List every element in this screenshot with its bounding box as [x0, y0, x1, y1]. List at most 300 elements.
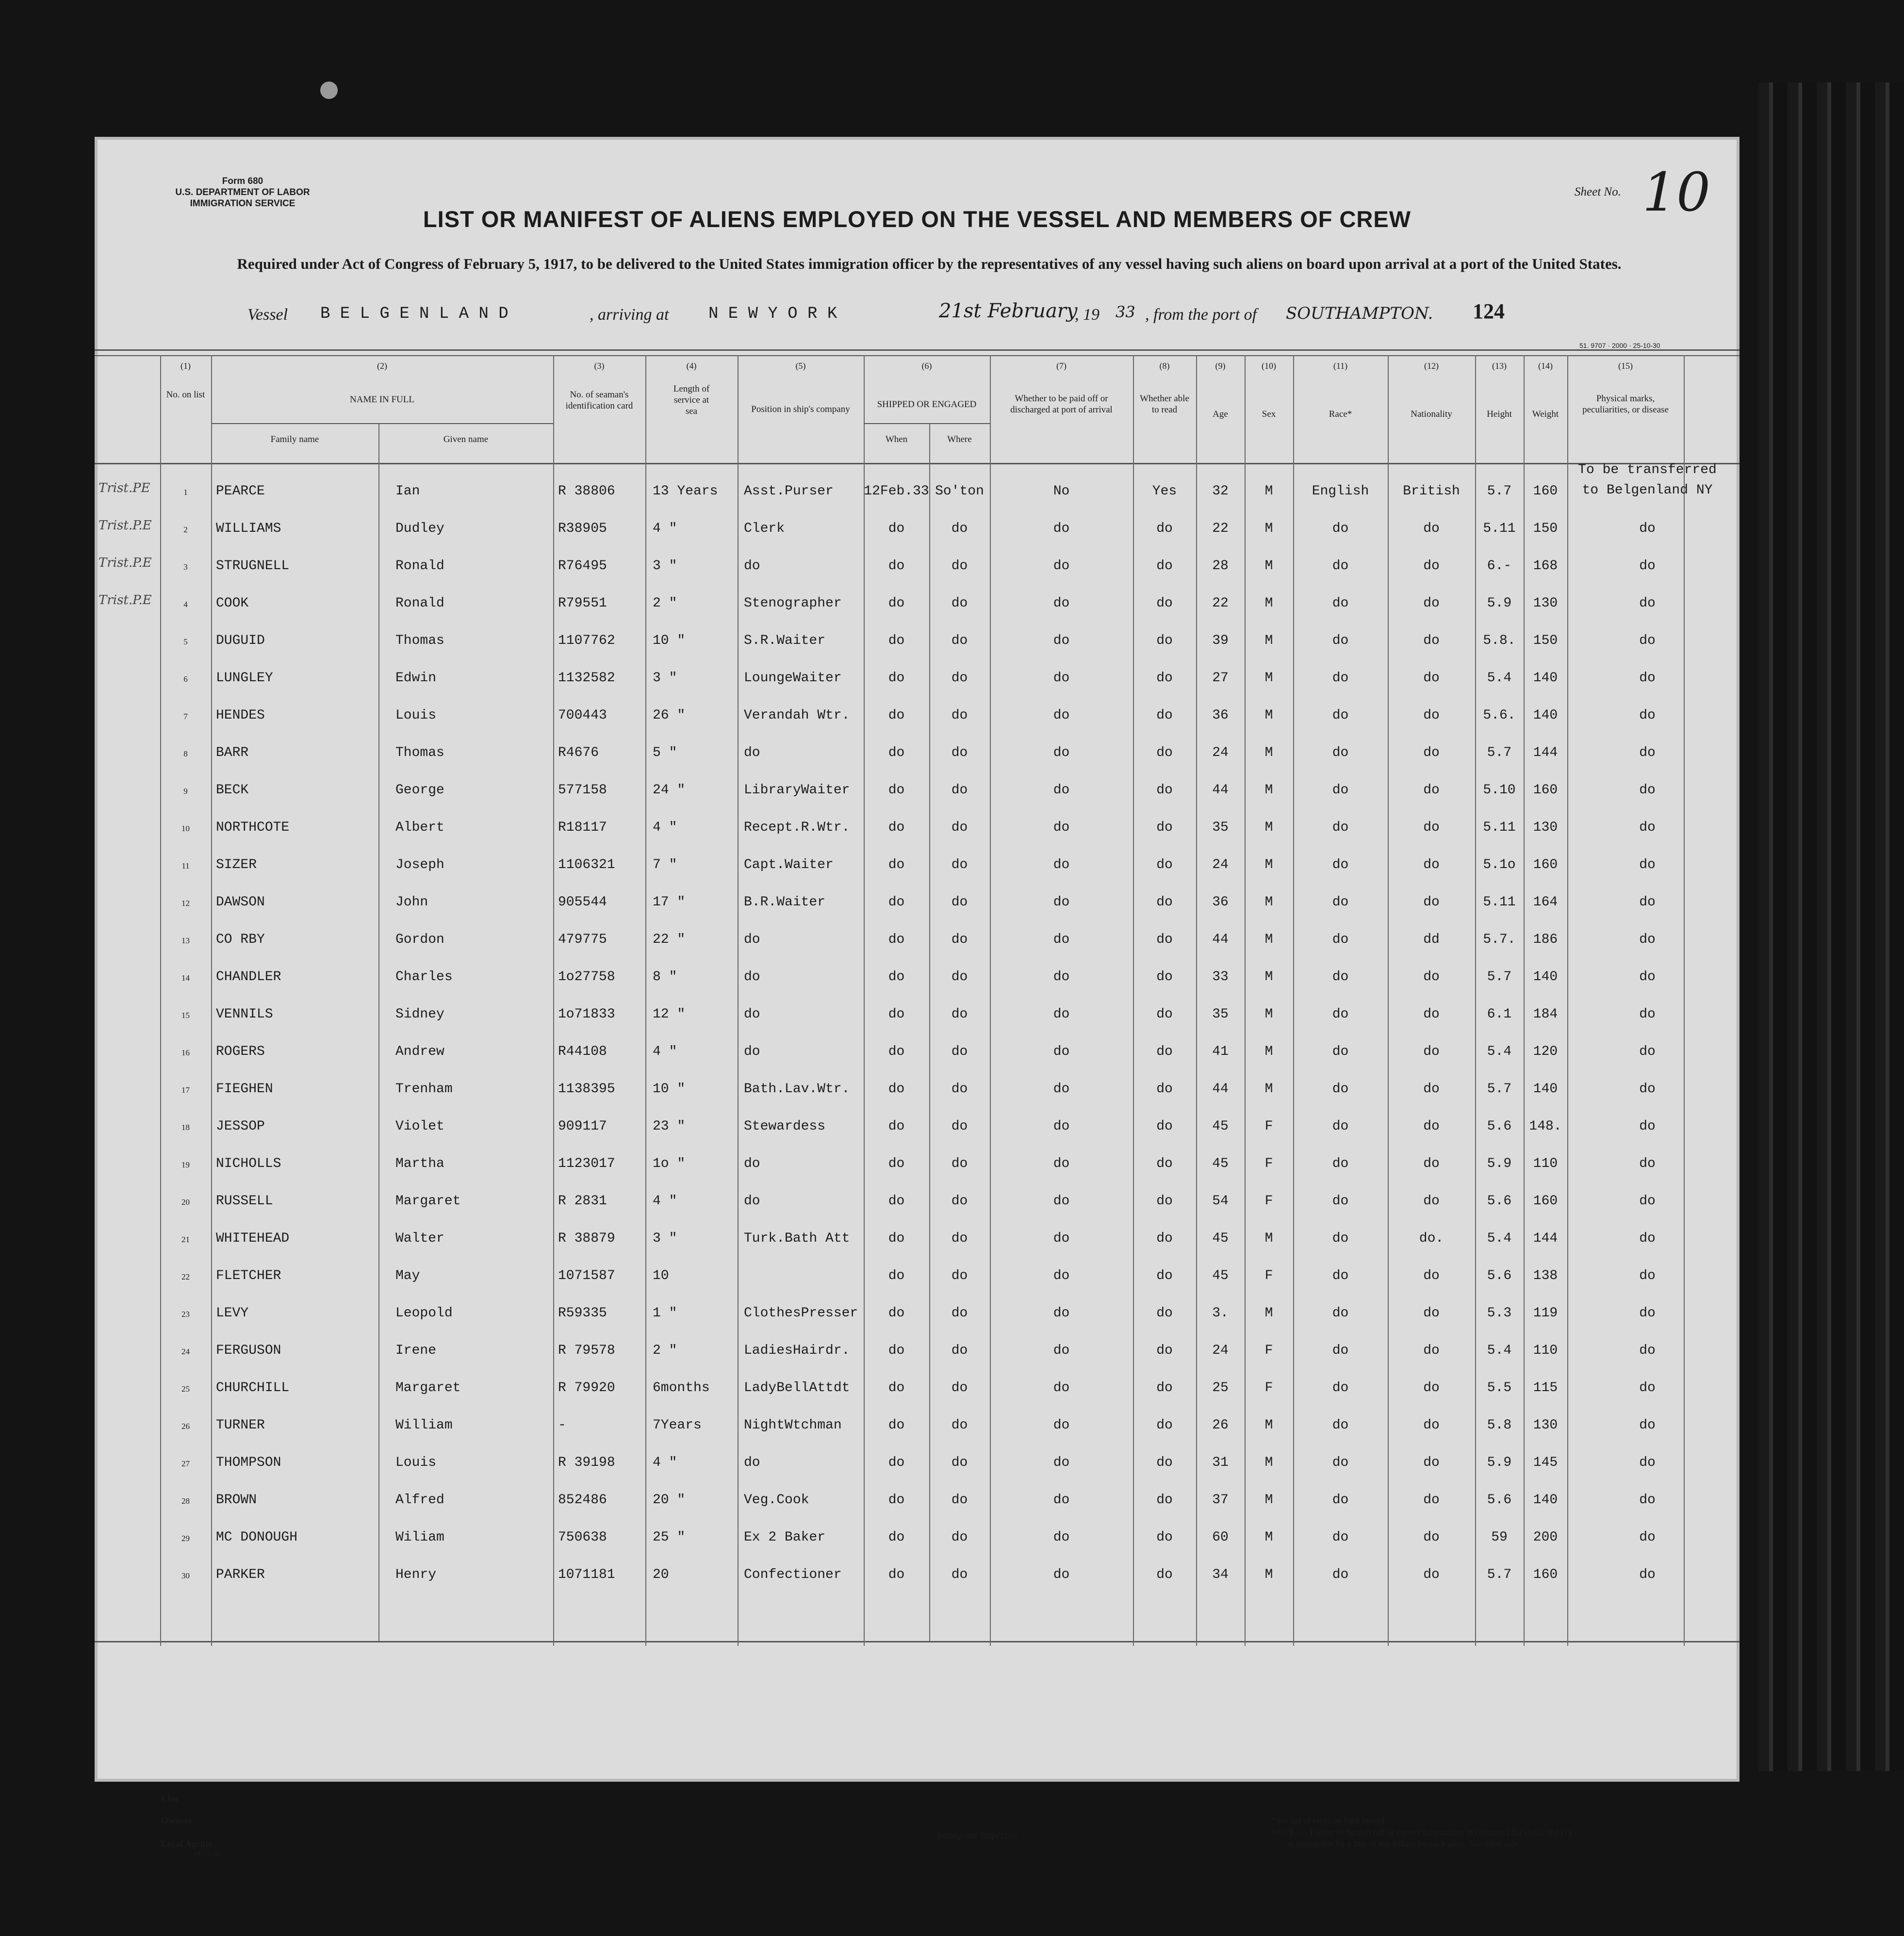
height: 5.3	[1487, 1306, 1512, 1321]
paid-off: do	[1053, 1455, 1070, 1470]
year-prefix: , 19	[1075, 306, 1100, 324]
able-to-read: do	[1156, 1567, 1173, 1582]
sex: M	[1264, 857, 1273, 872]
nationality: do	[1423, 1493, 1440, 1508]
shipped-when: do	[888, 596, 905, 611]
passenger-count: 124	[1473, 299, 1505, 323]
col-paid-off: Whether to be paid off or discharged at port of arrival	[1010, 394, 1113, 415]
age: 34	[1212, 1567, 1229, 1582]
id-card: R 79578	[558, 1343, 615, 1358]
physical-marks: do	[1639, 969, 1656, 984]
row-number: 17	[181, 1085, 190, 1095]
shipped-when: do	[888, 1268, 905, 1283]
height: 5.7	[1487, 745, 1512, 760]
row-number: 26	[181, 1422, 190, 1431]
length-of-service: 2 "	[653, 596, 677, 611]
row-number: 12	[181, 899, 190, 908]
shipped-when: do	[888, 521, 905, 536]
age: 24	[1212, 1343, 1229, 1358]
weight: 110	[1533, 1156, 1558, 1171]
age: 36	[1212, 708, 1229, 723]
position: do	[744, 1455, 760, 1470]
height: 5.7	[1487, 969, 1512, 984]
physical-marks: do	[1639, 1306, 1656, 1321]
sheet-number: 10	[1642, 161, 1710, 223]
given-name: Andrew	[395, 1044, 444, 1059]
position: Stenographer	[744, 596, 842, 611]
sex: F	[1264, 1380, 1273, 1395]
able-to-read: do	[1156, 1418, 1173, 1433]
physical-marks: do	[1639, 783, 1656, 798]
race: English	[1312, 484, 1369, 499]
height: 5.7.	[1483, 932, 1516, 947]
able-to-read: do	[1156, 708, 1173, 723]
physical-marks: do	[1639, 521, 1656, 536]
shipped-when: do	[888, 783, 905, 798]
footnote-fine-2: is punishable by a fine of ten dollars for each alien. See other side.	[1288, 1839, 1521, 1849]
colnum: (13)	[1492, 361, 1507, 371]
able-to-read: do	[1156, 1119, 1173, 1134]
row-number: 14	[181, 973, 190, 983]
age: 44	[1212, 1082, 1229, 1097]
footer-owners: Owners	[161, 1816, 192, 1826]
length-of-service: 10	[653, 1268, 669, 1283]
physical-marks: do	[1639, 633, 1656, 648]
age: 41	[1212, 1044, 1229, 1059]
id-card: 750638	[558, 1530, 607, 1545]
height: 5.4	[1487, 671, 1512, 686]
shipped-where: do	[951, 1455, 968, 1470]
sex: F	[1264, 1268, 1273, 1283]
given-name: Albert	[395, 820, 444, 835]
table-row	[95, 1007, 1740, 1036]
paid-off: do	[1053, 1156, 1070, 1171]
length-of-service: 5 "	[653, 745, 677, 760]
able-to-read: do	[1156, 1268, 1173, 1283]
height: 5.6	[1487, 1119, 1512, 1134]
paid-off: do	[1053, 1044, 1070, 1059]
row-number: 2	[183, 525, 188, 534]
nationality: do	[1423, 633, 1440, 648]
able-to-read: do	[1156, 633, 1173, 648]
vessel-label: Vessel	[247, 306, 288, 324]
row-number: 19	[181, 1160, 190, 1169]
family-name: JESSOP	[216, 1119, 265, 1134]
id-card: 1o71833	[558, 1007, 615, 1022]
given-name: Louis	[395, 708, 437, 723]
row-number: 5	[183, 637, 188, 646]
colnum: (6)	[921, 361, 932, 371]
family-name: NORTHCOTE	[216, 820, 290, 835]
shipped-when: do	[888, 1455, 905, 1470]
paid-off: do	[1053, 633, 1070, 648]
sex: M	[1264, 558, 1273, 574]
shipped-where: do	[951, 1418, 968, 1433]
given-name: George	[395, 783, 444, 798]
able-to-read: do	[1156, 1455, 1173, 1470]
position: do	[744, 558, 760, 574]
race: do	[1332, 783, 1349, 798]
weight: 140	[1533, 1082, 1558, 1097]
shipped-when: do	[888, 820, 905, 835]
nationality: do	[1423, 1268, 1440, 1283]
nationality: do	[1423, 596, 1440, 611]
col-id-card: No. of seaman's identification card	[565, 390, 633, 411]
given-name: Henry	[395, 1567, 437, 1582]
table-row	[95, 593, 1740, 625]
shipped-where: do	[951, 1156, 968, 1171]
length-of-service: 20 "	[653, 1493, 686, 1508]
table-row	[95, 1082, 1740, 1111]
given-name: Martha	[395, 1156, 444, 1171]
height: 5.11	[1483, 895, 1516, 910]
row-number: 4	[183, 600, 188, 609]
family-name: BROWN	[216, 1493, 257, 1508]
weight: 150	[1533, 633, 1558, 648]
col-name-in-full: NAME IN FULL	[350, 394, 414, 405]
colnum: (11)	[1333, 361, 1348, 371]
race: do	[1332, 708, 1349, 723]
weight: 184	[1533, 1007, 1558, 1022]
sex: M	[1264, 932, 1273, 947]
age: 45	[1212, 1268, 1229, 1283]
family-name: LEVY	[216, 1306, 249, 1321]
race: do	[1332, 1530, 1349, 1545]
shipped-where: do	[951, 633, 968, 648]
height: 5.7	[1487, 1082, 1512, 1097]
able-to-read: do	[1156, 969, 1173, 984]
race: do	[1332, 1231, 1349, 1246]
family-name: WILLIAMS	[216, 521, 281, 536]
margin-annotation: Trist.P.E	[98, 518, 152, 533]
height: 5.6	[1487, 1194, 1512, 1209]
inspector-signature-label: Immigrant Inspector.	[936, 1830, 1018, 1841]
able-to-read: do	[1156, 932, 1173, 947]
weight: 186	[1533, 932, 1558, 947]
age: 32	[1212, 484, 1229, 499]
weight: 130	[1533, 820, 1558, 835]
id-card: R 38879	[558, 1231, 615, 1246]
paid-off: do	[1053, 1007, 1070, 1022]
shipped-when: do	[888, 1082, 905, 1097]
shipped-where: do	[951, 857, 968, 872]
physical-marks: do	[1639, 671, 1656, 686]
height: 5.11	[1483, 521, 1516, 536]
length-of-service: 7 "	[653, 857, 677, 872]
weight: 164	[1533, 895, 1558, 910]
physical-marks: do	[1639, 857, 1656, 872]
given-name: Joseph	[395, 857, 444, 872]
header-bottom-rule	[95, 463, 1740, 464]
shipped-when: do	[888, 633, 905, 648]
table-row	[95, 1156, 1740, 1185]
given-name: John	[395, 895, 428, 910]
shipped-when: do	[888, 1567, 905, 1582]
given-name: Walter	[395, 1231, 444, 1246]
id-card: R 2831	[558, 1194, 607, 1209]
table-row	[95, 1119, 1740, 1148]
paid-off: do	[1053, 820, 1070, 835]
id-card: R4676	[558, 745, 599, 760]
sex: F	[1264, 1343, 1273, 1358]
id-card: R18117	[558, 820, 607, 835]
race: do	[1332, 969, 1349, 984]
shipped-when: do	[888, 1044, 905, 1059]
age: 37	[1212, 1493, 1229, 1508]
shipped-when: do	[888, 745, 905, 760]
colnum: (4)	[686, 361, 697, 371]
position: LadyBellAttdt	[744, 1380, 850, 1395]
sex: F	[1264, 1156, 1273, 1171]
paid-off: do	[1053, 596, 1070, 611]
row-number: 15	[181, 1011, 190, 1020]
id-card: 909117	[558, 1119, 607, 1134]
adjacent-page-edge	[1758, 82, 1904, 1771]
sex: M	[1264, 969, 1273, 984]
shipped-where: do	[951, 932, 968, 947]
table-row	[95, 558, 1740, 588]
length-of-service: 4 "	[653, 1044, 677, 1059]
sex: M	[1264, 1306, 1273, 1321]
age: 28	[1212, 558, 1229, 574]
nationality: do	[1423, 783, 1440, 798]
col-physical: Physical marks, peculiarities, or disease	[1582, 394, 1669, 415]
height: 5.4	[1487, 1343, 1512, 1358]
colnum: (3)	[594, 361, 605, 371]
able-to-read: do	[1156, 745, 1173, 760]
weight: 160	[1533, 783, 1558, 798]
table-row	[95, 633, 1740, 662]
physical-marks: do	[1639, 1530, 1656, 1545]
physical-marks: do	[1639, 1082, 1656, 1097]
shipped-where: do	[951, 1082, 968, 1097]
family-name: LUNGLEY	[216, 671, 273, 686]
page-title: LIST OR MANIFEST OF ALIENS EMPLOYED ON THE VESSEL AND MEMBERS OF CREW	[423, 206, 1412, 232]
height: 5.8.	[1483, 633, 1516, 648]
shipped-where: do	[951, 1231, 968, 1246]
position: do	[744, 745, 760, 760]
sex: M	[1264, 745, 1273, 760]
shipped-when: do	[888, 671, 905, 686]
paid-off: do	[1053, 1082, 1070, 1097]
nationality: do	[1423, 745, 1440, 760]
race: do	[1332, 1493, 1349, 1508]
length-of-service: 24 "	[653, 783, 686, 798]
sex: M	[1264, 1493, 1273, 1508]
row-number: 28	[181, 1496, 190, 1506]
physical-marks: do	[1639, 1418, 1656, 1433]
paid-off: do	[1053, 1194, 1070, 1209]
family-name: BARR	[216, 745, 249, 760]
id-card: 577158	[558, 783, 607, 798]
sex: M	[1264, 596, 1273, 611]
paid-off: do	[1053, 1231, 1070, 1246]
able-to-read: do	[1156, 521, 1173, 536]
length-of-service: 1 "	[653, 1306, 677, 1321]
weight: 110	[1533, 1343, 1558, 1358]
shipped-where: do	[951, 745, 968, 760]
position: Clerk	[744, 521, 785, 536]
length-of-service: 2 "	[653, 1343, 677, 1358]
shipped-when: do	[888, 1380, 905, 1395]
weight: 160	[1533, 1194, 1558, 1209]
length-of-service: 8 "	[653, 969, 677, 984]
family-name: FERGUSON	[216, 1343, 281, 1358]
race: do	[1332, 1119, 1349, 1134]
able-to-read: do	[1156, 558, 1173, 574]
race: do	[1332, 558, 1349, 574]
physical-marks: do	[1639, 1493, 1656, 1508]
weight: 130	[1533, 596, 1558, 611]
id-card: R59335	[558, 1306, 607, 1321]
shipped-where: do	[951, 1268, 968, 1283]
height: 5.4	[1487, 1231, 1512, 1246]
physical-marks: do	[1639, 1567, 1656, 1582]
length-of-service: 10 "	[653, 633, 686, 648]
able-to-read: do	[1156, 857, 1173, 872]
position: LibraryWaiter	[744, 783, 850, 798]
length-of-service: 4 "	[653, 1194, 677, 1209]
weight: 160	[1533, 484, 1558, 499]
nationality: do	[1423, 969, 1440, 984]
colnum: (7)	[1056, 361, 1067, 371]
family-name: BECK	[216, 783, 249, 798]
col-when: When	[885, 434, 908, 444]
given-name: Violet	[395, 1119, 444, 1134]
id-card: 1123017	[558, 1156, 615, 1171]
sex: M	[1264, 1231, 1273, 1246]
sex: M	[1264, 895, 1273, 910]
paid-off: do	[1053, 1380, 1070, 1395]
paid-off: do	[1053, 783, 1070, 798]
paid-off: do	[1053, 857, 1070, 872]
given-name: Edwin	[395, 671, 437, 686]
paid-off: do	[1053, 1306, 1070, 1321]
position: do	[744, 1156, 760, 1171]
age: 24	[1212, 857, 1229, 872]
year-suffix: 33	[1116, 303, 1135, 321]
family-name: FIEGHEN	[216, 1082, 273, 1097]
given-name: Charles	[395, 969, 453, 984]
height: 6.1	[1487, 1007, 1512, 1022]
given-name: Ronald	[395, 596, 444, 611]
given-name: May	[395, 1268, 420, 1283]
row-number: 6	[183, 674, 188, 684]
position: Capt.Waiter	[744, 857, 834, 872]
race: do	[1332, 1156, 1349, 1171]
table-row	[95, 708, 1740, 737]
given-name: Alfred	[395, 1493, 444, 1508]
from-label: , from the port of	[1145, 306, 1257, 324]
sex: M	[1264, 1455, 1273, 1470]
nationality: do	[1423, 895, 1440, 910]
department: U.S. DEPARTMENT OF LABOR	[175, 187, 310, 197]
table-row	[95, 783, 1740, 812]
physical-marks: do	[1639, 1194, 1656, 1209]
margin-annotation: Trist.P.E	[98, 556, 152, 570]
weight: 115	[1533, 1380, 1558, 1395]
page-subtitle: Required under Act of Congress of February 5, 1917, to be delivered to the United States immigration officer by the representatives of any vessel having such aliens on board upon arrival at a port of the United States.	[237, 255, 1622, 272]
height: 5.5	[1487, 1380, 1512, 1395]
weight: 140	[1533, 1493, 1558, 1508]
height: 5.6	[1487, 1493, 1512, 1508]
row-number: 21	[181, 1235, 190, 1244]
family-name: ROGERS	[216, 1044, 265, 1059]
position: NightWtchman	[744, 1418, 842, 1433]
shipped-when: do	[888, 1156, 905, 1171]
height: 5.7	[1487, 1567, 1512, 1582]
table-row	[95, 1418, 1740, 1447]
position: Verandah Wtr.	[744, 708, 850, 723]
table-row	[95, 1530, 1740, 1559]
colnum: (5)	[795, 361, 806, 371]
row-number: 20	[181, 1198, 190, 1207]
arrival-date: 21st February	[939, 300, 1078, 322]
length-of-service: 1o "	[653, 1156, 686, 1171]
family-name: PEARCE	[216, 484, 265, 499]
row-number: 11	[181, 861, 190, 870]
age: 33	[1212, 969, 1229, 984]
table-row	[95, 745, 1740, 774]
position: ClothesPresser	[744, 1306, 858, 1321]
family-name: WHITEHEAD	[216, 1231, 290, 1246]
length-of-service: 12 "	[653, 1007, 686, 1022]
length-of-service: 3 "	[653, 1231, 677, 1246]
able-to-read: do	[1156, 1380, 1173, 1395]
id-card: 479775	[558, 932, 607, 947]
id-card: R38905	[558, 521, 607, 536]
race: do	[1332, 1007, 1349, 1022]
physical-marks-line2: to Belgenland NY	[1582, 483, 1713, 498]
length-of-service: 17 "	[653, 895, 686, 910]
height: 5.1o	[1483, 857, 1516, 872]
shipped-where: do	[951, 1493, 968, 1508]
table-row	[95, 857, 1740, 886]
margin-annotation: Trist.PE	[98, 481, 150, 495]
race: do	[1332, 1082, 1349, 1097]
colnum: (10)	[1262, 361, 1276, 371]
id-card: R 38806	[558, 484, 615, 499]
length-of-service: 10 "	[653, 1082, 686, 1097]
age: 54	[1212, 1194, 1229, 1209]
height: 5.8	[1487, 1418, 1512, 1433]
position: S.R.Waiter	[744, 633, 826, 648]
position: do	[744, 1007, 760, 1022]
paid-off: do	[1053, 895, 1070, 910]
table-row	[95, 1306, 1740, 1335]
age: 3.	[1212, 1306, 1229, 1321]
footnote-fine: NOTE. — Failure to furnish full or correct information in columns (2),(5),(6), and (7)	[1271, 1827, 1572, 1837]
shipped-when: do	[888, 857, 905, 872]
col-height: Height	[1487, 409, 1512, 419]
length-of-service: 26 "	[653, 708, 686, 723]
weight: 130	[1533, 1418, 1558, 1433]
shipped-when: do	[888, 558, 905, 574]
table-row	[95, 1268, 1740, 1297]
race: do	[1332, 820, 1349, 835]
physical-marks: do	[1639, 1007, 1656, 1022]
shipped-where: do	[951, 895, 968, 910]
race: do	[1332, 521, 1349, 536]
family-name: COOK	[216, 596, 249, 611]
paid-off: do	[1053, 932, 1070, 947]
id-card: 1071587	[558, 1268, 615, 1283]
arriving-port: N E W Y O R K	[708, 305, 837, 323]
row-number: 9	[183, 787, 188, 796]
family-name: RUSSELL	[216, 1194, 273, 1209]
height: 5.11	[1483, 820, 1516, 835]
race: do	[1332, 1343, 1349, 1358]
